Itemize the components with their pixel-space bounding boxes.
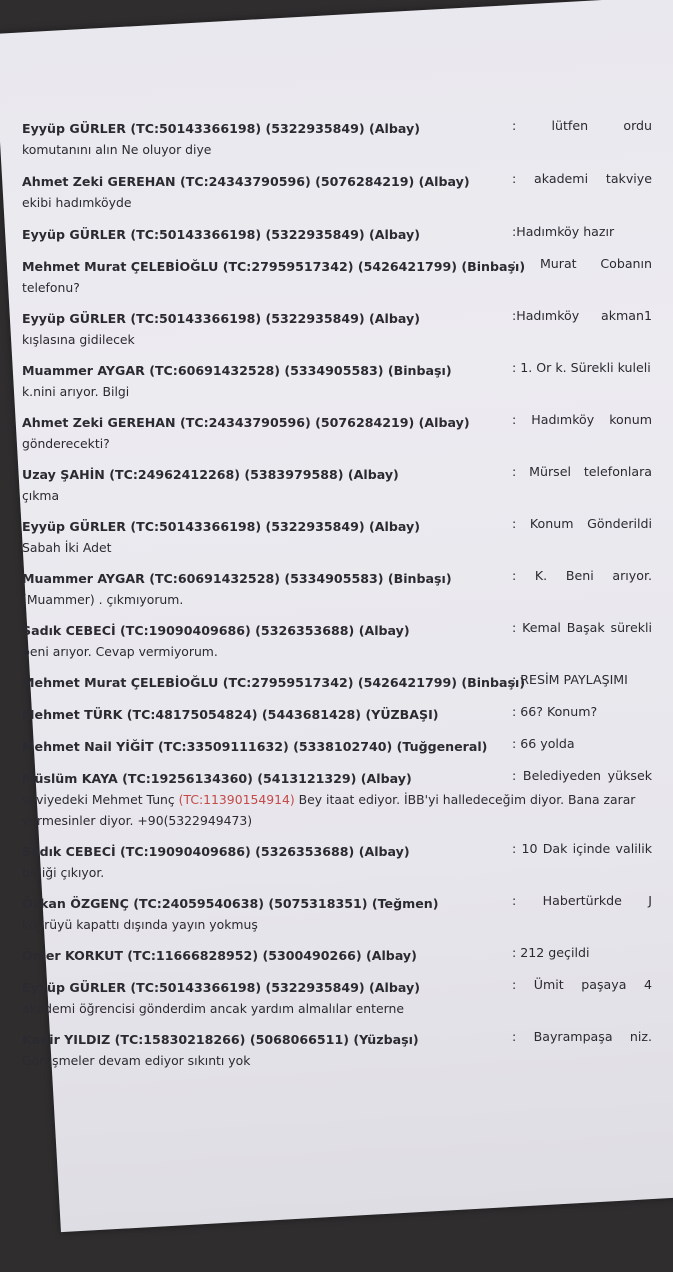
entry-message: : Habertürkde J	[512, 893, 652, 908]
entry-message: : Kemal Başak sürekli	[512, 620, 652, 635]
entry-message: : Belediyeden yüksek	[512, 768, 652, 783]
entry-message: : lütfen ordu	[512, 117, 652, 133]
entry-sender: Kadir YILDIZ (TC:15830218266) (5068066511) (Yüzbaşı)	[22, 1032, 419, 1047]
entry-sender: Eyyüp GÜRLER (TC:50143366198) (5322935849) (Albay)	[22, 227, 420, 242]
entry-continuation: birliği çıkıyor.	[22, 865, 105, 880]
entry-sender: Ahmet Zeki GEREHAN (TC:24343790596) (5076284219) (Albay)	[22, 174, 470, 189]
entry-sender: Ahmet Zeki GEREHAN (TC:24343790596) (5076284219) (Albay)	[22, 415, 470, 430]
log-entry	[22, 568, 658, 620]
entry-sender: Muammer AYGAR (TC:60691432528) (5334905583) (Binbaşı)	[22, 571, 452, 586]
log-entry	[22, 1029, 658, 1081]
entry-message: : 66? Konum?	[512, 704, 598, 719]
entry-continuation: vermesinler diyor. +90(5322949473)	[21, 813, 253, 828]
log-entry	[22, 736, 658, 768]
log-entry	[22, 945, 658, 977]
entry-sender: Eyyüp GÜRLER (TC:50143366198) (5322935849) (Albay)	[22, 980, 420, 995]
entry-continuation: Görüşmeler devam ediyor sıkıntı yok	[22, 1053, 251, 1068]
log-entry	[22, 672, 658, 704]
log-entry	[22, 308, 658, 360]
continuation-text: Bey itaat ediyor. İBB'yi halledeceğim diyor. Bana zarar	[294, 792, 636, 807]
entry-message: : Hadımköy konum	[512, 412, 652, 427]
entry-sender: Mehmet TÜRK (TC:48175054824) (5443681428) (YÜZBAŞI)	[21, 707, 439, 722]
entry-sender: Sadık CEBECİ (TC:19090409686) (5326353688) (Albay)	[22, 844, 410, 859]
entry-continuation: akademi öğrencisi gönderdim ancak yardım almalılar enterne	[22, 1001, 404, 1016]
log-entry	[22, 977, 658, 1029]
entry-sender: Özkan ÖZGENÇ (TC:24059540638) (5075318351) (Teğmen)	[21, 896, 439, 911]
entry-continuation: çıkma	[22, 488, 60, 503]
log-entry	[22, 768, 658, 841]
log-entry	[22, 620, 658, 672]
entry-sender: Mehmet Murat ÇELEBİOĞLU (TC:27959517342) (5426421799) (Binbaşı)	[22, 675, 526, 690]
message-log	[22, 118, 658, 1081]
log-entry	[22, 704, 658, 736]
entry-message: : 10 Dak içinde valilik	[512, 841, 652, 856]
entry-sender: Eyyüp GÜRLER (TC:50143366198) (5322935849) (Albay)	[22, 121, 420, 136]
entry-continuation: ekibi hadımköyde	[22, 195, 132, 210]
entry-continuation: gönderecekti?	[22, 436, 110, 451]
entry-continuation: (Muammer) . çıkmıyorum.	[22, 592, 184, 607]
entry-message: :Hadımköy hazır	[512, 224, 615, 239]
entry-message: : 212 geçildi	[512, 945, 590, 960]
log-entry	[22, 412, 658, 464]
entry-message: :Hadımköy akman1	[512, 308, 652, 323]
log-entry	[22, 464, 658, 516]
log-entry	[22, 224, 658, 256]
entry-message: : 1. Or k. Sürekli kuleli	[512, 360, 651, 375]
entry-sender: Ömer KORKUT (TC:11666828952) (5300490266) (Albay)	[22, 948, 417, 963]
highlighted-id: (TC:11390154914)	[178, 792, 295, 807]
entry-sender: Mehmet Murat ÇELEBİOĞLU (TC:27959517342) (5426421799) (Binbaşı)	[22, 259, 526, 274]
log-entry	[22, 118, 658, 171]
log-entry	[22, 516, 658, 568]
log-entry	[22, 893, 658, 945]
entry-message: : Mürsel telefonlara	[512, 464, 652, 479]
entry-continuation: k.nini arıyor. Bilgi	[21, 384, 130, 399]
entry-continuation: komutanını alın Ne oluyor diye	[22, 142, 212, 157]
paper-inner	[0, 34, 667, 1234]
entry-sender: Eyyüp GÜRLER (TC:50143366198) (5322935849) (Albay)	[22, 519, 420, 534]
entry-message: : 66 yolda	[512, 736, 575, 751]
entry-continuation: Sabah İki Adet	[21, 540, 112, 555]
entry-sender: Uzay ŞAHİN (TC:24962412268) (5383979588) (Albay)	[22, 467, 399, 482]
entry-continuation: telefonu?	[22, 280, 80, 295]
entry-message: : Murat Cobanın	[511, 256, 652, 271]
entry-sender: Sadık CEBECİ (TC:19090409686) (5326353688) (Albay)	[21, 623, 410, 638]
entry-message: : Bayrampaşa niz.	[512, 1029, 652, 1044]
log-entry	[22, 171, 658, 224]
entry-message: : RESİM PAYLAŞIMI	[512, 672, 628, 687]
entry-sender: Müslüm KAYA (TC:19256134360) (5413121329) (Albay)	[21, 771, 412, 786]
log-entry	[22, 256, 658, 308]
entry-message: : Konum Gönderildi	[512, 516, 652, 531]
entry-continuation: köprüyü kapattı dışında yayın yokmuş	[21, 917, 258, 932]
entry-continuation: kışlasına gidilecek	[22, 332, 135, 347]
entry-continuation	[22, 789, 658, 810]
entry-message: : Ümit paşaya 4	[512, 977, 652, 992]
log-entry	[22, 360, 658, 412]
entry-sender: Muammer AYGAR (TC:60691432528) (5334905583) (Binbaşı)	[22, 363, 452, 378]
entry-continuation: beni arıyor. Cevap vermiyorum.	[22, 644, 218, 659]
entry-sender: Eyyüp GÜRLER (TC:50143366198) (5322935849) (Albay)	[22, 311, 420, 326]
log-entry	[22, 841, 658, 893]
entry-message: : K. Beni arıyor.	[512, 568, 652, 583]
entry-message: : akademi takviye	[512, 171, 652, 186]
entry-sender: Mehmet Nail YİĞİT (TC:33509111632) (5338102740) (Tuğgeneral)	[22, 739, 488, 754]
continuation-text: seviyedeki Mehmet Tunç	[22, 792, 179, 807]
